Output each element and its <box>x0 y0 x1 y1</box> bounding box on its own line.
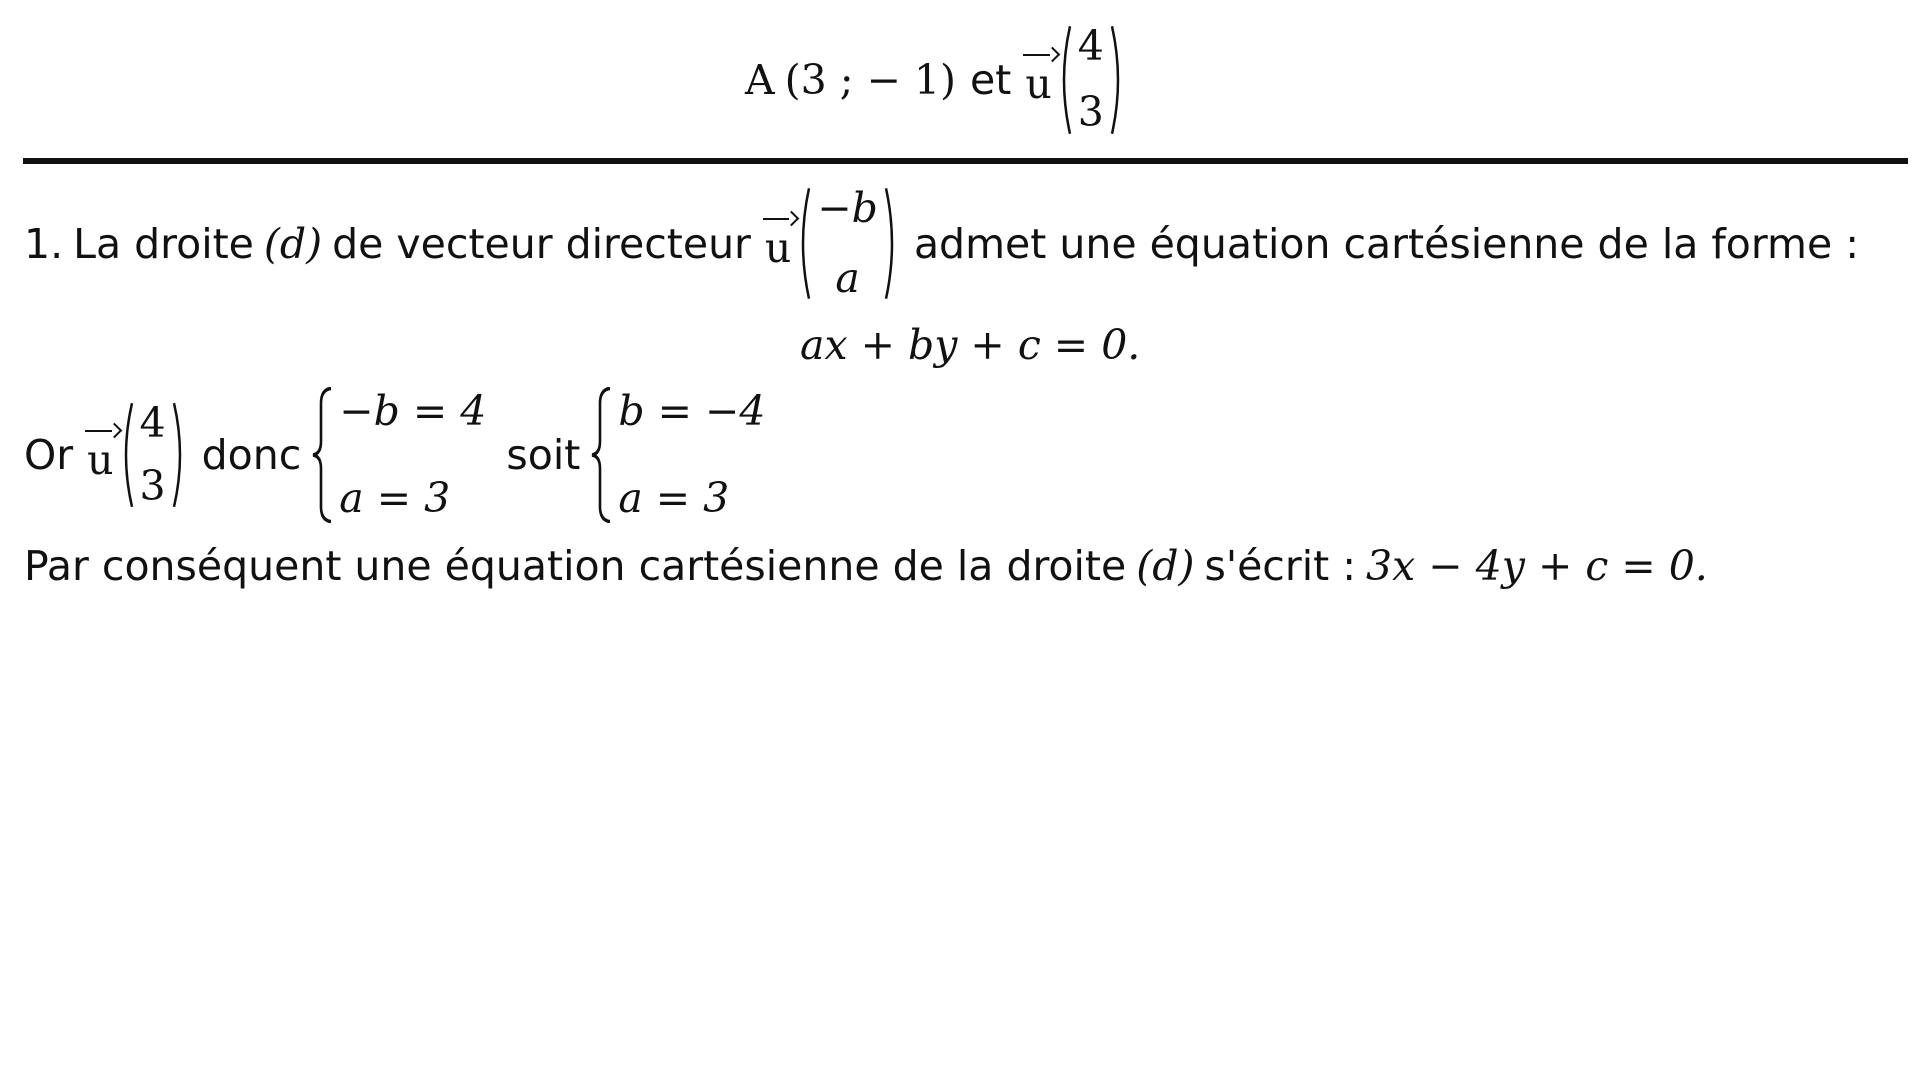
vector-component-y: 3 <box>1077 88 1104 137</box>
system-2-equation-1: b = −4 <box>618 387 766 435</box>
line-name: (d) <box>263 219 323 268</box>
system-1-equation-2: a = 3 <box>339 473 451 522</box>
text-or: Or <box>24 431 74 479</box>
vector-column-matrix <box>120 401 186 509</box>
point-coordinates: (3 ; − 1) <box>784 55 957 104</box>
text-secrit: s'écrit : <box>1204 542 1357 590</box>
text-admet-equation: admet une équation cartésienne de la forme : <box>913 219 1860 268</box>
text-donc: donc <box>201 431 302 479</box>
equation-system-2 <box>590 387 765 523</box>
separator-rule <box>23 158 1908 164</box>
vector-column-matrix <box>1058 21 1124 137</box>
question-1-statement <box>24 186 1859 301</box>
vector-arrow-icon <box>761 210 799 228</box>
vector-component-y: 3 <box>139 461 166 510</box>
vector-component-x: −b <box>817 184 878 232</box>
left-parenthesis-icon <box>120 401 134 509</box>
general-equation-row <box>800 318 1140 372</box>
system-statement <box>24 385 775 525</box>
vector-u: u <box>87 430 113 481</box>
left-parenthesis-icon <box>1058 24 1072 136</box>
point-label: A <box>745 55 775 104</box>
vector-component-x: 4 <box>1077 21 1104 70</box>
equation-system-1 <box>311 387 486 523</box>
vector-component-y: a <box>835 253 860 302</box>
left-parenthesis-icon <box>797 186 811 301</box>
conclusion-statement <box>24 540 1708 592</box>
right-parenthesis-icon <box>1110 24 1124 136</box>
header-statement <box>745 22 1130 137</box>
system-1-equation-1: −b = 4 <box>339 387 487 435</box>
general-equation: ax + by + c = 0. <box>800 321 1141 369</box>
left-brace-icon <box>590 387 612 523</box>
vector-arrow-icon <box>1021 46 1059 64</box>
system-2-equation-2: a = 3 <box>618 473 730 522</box>
text-soit: soit <box>506 431 581 479</box>
conclusion-text: Par conséquent une équation cartésienne de la droite <box>24 542 1127 590</box>
left-brace-icon <box>311 387 333 523</box>
right-parenthesis-icon <box>884 186 898 301</box>
vector-u: u <box>1025 54 1051 105</box>
vector-u: u <box>765 218 791 269</box>
text-la-droite: La droite <box>73 219 254 268</box>
question-number: 1. <box>24 219 64 268</box>
vector-arrow-icon <box>83 422 121 440</box>
vector-column-matrix <box>797 186 898 301</box>
connector-et: et <box>970 55 1012 104</box>
right-parenthesis-icon <box>172 401 186 509</box>
vector-component-x: 4 <box>139 399 166 447</box>
line-name: (d) <box>1136 542 1195 590</box>
final-equation: 3x − 4y + c = 0. <box>1366 542 1708 590</box>
text-vecteur-directeur: de vecteur directeur <box>332 219 751 268</box>
